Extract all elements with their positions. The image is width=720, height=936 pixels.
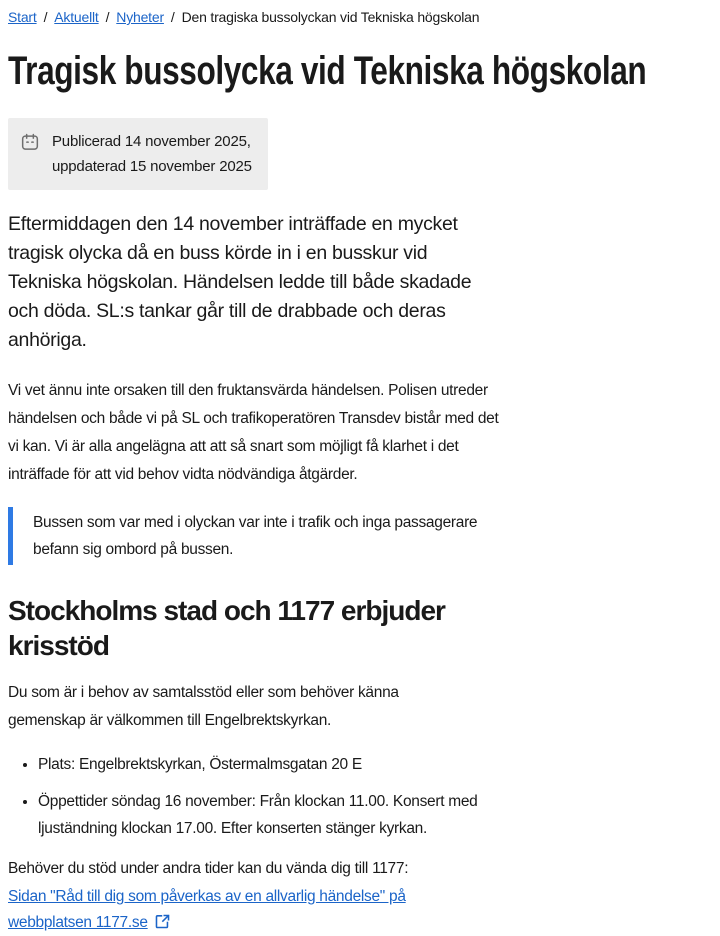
external-link-icon bbox=[154, 913, 171, 935]
updated-date-line: uppdaterad 15 november 2025 bbox=[52, 158, 252, 175]
page-title: Tragisk bussolycka vid Tekniska högskolan bbox=[8, 49, 647, 93]
published-meta-box bbox=[8, 118, 268, 190]
title-container bbox=[8, 46, 720, 98]
list-item-oppettider: • Öppettider söndag 16 november: Från klockan 11.00. Konsert med ljuständning klockan 17.00. Efter konserten stänger kyrkan. bbox=[38, 788, 498, 842]
lead-paragraph: Eftermiddagen den 14 november inträffade en mycket tragisk olycka då en buss körde in i en busskur vid Tekniska högskolan. Händelsen ledde till både skadade och döda. SL:s tankar går till de drabbade och deras anhöriga. bbox=[8, 213, 472, 351]
section-heading: Stockholms stad och 1177 erbjuder krisstöd bbox=[8, 595, 445, 661]
info-bullet-list bbox=[8, 751, 498, 842]
body-paragraph: Vi vet ännu inte orsaken till den fruktansvärda händelsen. Polisen utreder händelsen och både vi på SL och trafikoperatören Transdev bistår med det vi kan. Vi är alla angelägna att att så snart som möjligt få klarhet i det inträffade för att vid behov vidta nödvändiga åtgärder. bbox=[8, 382, 499, 483]
published-dates bbox=[52, 129, 252, 179]
support-paragraph: Behöver du stöd under andra tider kan du vända dig till 1177: bbox=[8, 860, 409, 877]
highlight-quote: Bussen som var med i olyckan var inte i trafik och inga passagerare befann sig ombord på bussen. bbox=[8, 507, 508, 565]
list-item-plats: • Plats: Engelbrektskyrkan, Östermalmsgatan 20 E bbox=[38, 751, 498, 778]
calendar-icon bbox=[20, 132, 40, 157]
breadcrumb-separator: / bbox=[43, 9, 48, 25]
external-link-row bbox=[8, 884, 478, 936]
breadcrumb-link-aktuellt[interactable]: Aktuellt bbox=[54, 9, 99, 25]
breadcrumb-current-page: Den tragiska bussolyckan vid Tekniska högskolan bbox=[181, 9, 480, 25]
breadcrumb-separator: / bbox=[105, 9, 110, 25]
breadcrumb-link-start[interactable]: Start bbox=[8, 9, 37, 25]
external-1177-link[interactable]: Sidan "Råd till dig som påverkas av en allvarlig händelse" på webbplatsen 1177.se bbox=[8, 888, 406, 931]
breadcrumb bbox=[8, 8, 720, 26]
published-date-line: Publicerad 14 november 2025, bbox=[52, 133, 251, 150]
breadcrumb-separator: / bbox=[170, 9, 175, 25]
section-intro-paragraph: Du som är i behov av samtalsstöd eller som behöver känna gemenskap är välkommen till Engelbrektskyrkan. bbox=[8, 684, 399, 729]
breadcrumb-link-nyheter[interactable]: Nyheter bbox=[116, 9, 164, 25]
